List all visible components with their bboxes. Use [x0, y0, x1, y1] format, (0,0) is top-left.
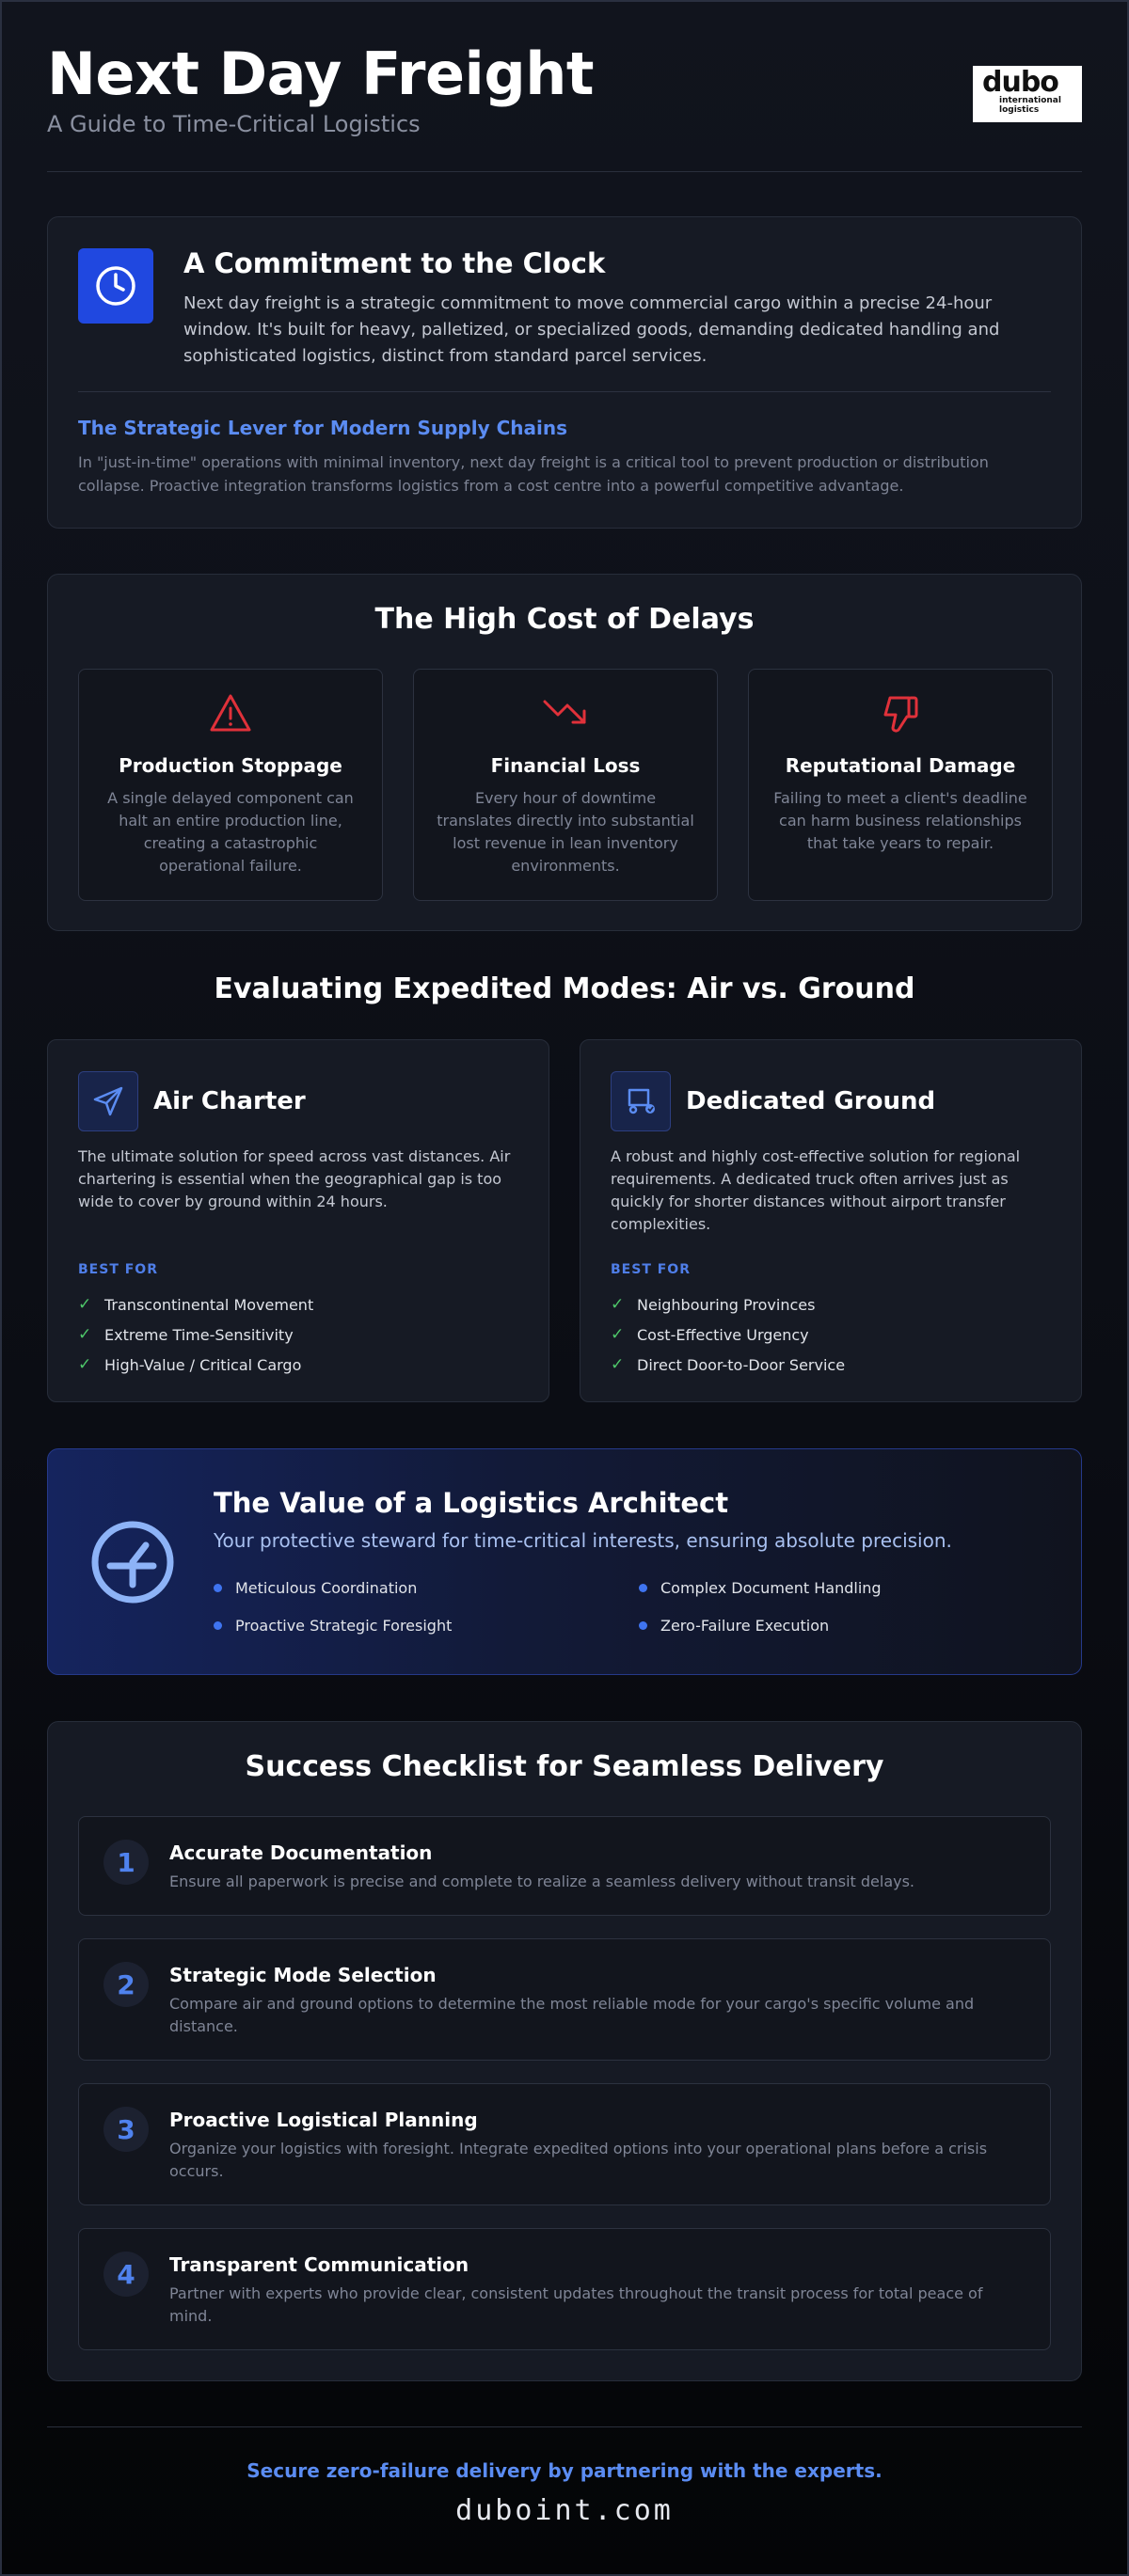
- delay-item: [748, 669, 1053, 901]
- mode-card-ground: [580, 1039, 1082, 1402]
- logo-line-1: international: [999, 96, 1061, 105]
- architect-subtitle: Your protective steward for time-critical interests, ensuring absolute precision.: [214, 1529, 952, 1552]
- delay-desc: Failing to meet a client's deadline can harm business relationships that take years to repair.: [773, 789, 1027, 852]
- check-icon: ✓: [78, 1295, 92, 1314]
- strategic-lever-heading: The Strategic Lever for Modern Supply Chains: [78, 417, 567, 439]
- check-icon: ✓: [611, 1295, 625, 1314]
- checklist-card: [47, 1721, 1082, 2381]
- list-item: [611, 1320, 845, 1350]
- list-item: [611, 1350, 845, 1380]
- dubo-logo[interactable]: [973, 66, 1082, 122]
- check-icon: ✓: [611, 1355, 625, 1374]
- strategic-lever-body: In "just-in-time" operations with minimal inventory, next day freight is a critical tool to prevent production or distribution collapse. Proactive integration transforms logistics from a cost centre into a powerful competitive advantage.: [78, 453, 989, 495]
- bullet-icon: [214, 1621, 222, 1630]
- step-number: 3: [103, 2107, 149, 2152]
- step-number: 4: [103, 2252, 149, 2297]
- delay-desc: Every hour of downtime translates directly into substantial lost revenue in lean inventory environments.: [437, 789, 694, 875]
- check-icon: ✓: [78, 1355, 92, 1374]
- check-icon: ✓: [78, 1325, 92, 1344]
- logo-mark: dubo: [982, 66, 1058, 99]
- list-item: [78, 1350, 313, 1380]
- step-desc: Partner with experts who provide clear, consistent updates throughout the transit process for total peace of mind.: [169, 2284, 983, 2325]
- mode-card-air: [47, 1039, 549, 1402]
- mode-desc: The ultimate solution for speed across vast distances. Air chartering is essential when the geographical gap is too wide to cover by ground within 24 hours.: [78, 1147, 511, 1210]
- footer-divider: [47, 2426, 1082, 2427]
- best-for-label: BEST FOR: [78, 1262, 158, 1277]
- mode-desc: A robust and highly cost-effective solution for regional requirements. A dedicated truck often arrives just as quickly for shorter distances without airport transfer complexities.: [611, 1147, 1021, 1233]
- checklist-title: Success Checklist for Seamless Delivery: [245, 1750, 884, 1783]
- bullet-icon: [639, 1584, 647, 1592]
- best-for-list: [611, 1289, 845, 1380]
- architect-banner: [47, 1448, 1082, 1675]
- commitment-card: [47, 216, 1082, 529]
- step-number: 1: [103, 1840, 149, 1885]
- trending-down-icon: [414, 692, 717, 737]
- delay-desc: A single delayed component can halt an entire production line, creating a catastrophic operational failure.: [107, 789, 354, 875]
- architect-title: The Value of a Logistics Architect: [214, 1487, 729, 1519]
- architect-point: [214, 1617, 452, 1635]
- checklist-step: [78, 2228, 1051, 2350]
- divider: [78, 391, 1051, 392]
- page-header: [47, 0, 1082, 172]
- thumbs-down-icon: [749, 692, 1052, 737]
- list-item: [78, 1289, 313, 1320]
- best-for-item: Cost-Effective Urgency: [637, 1325, 809, 1344]
- check-icon: ✓: [611, 1325, 625, 1344]
- point-label: Proactive Strategic Foresight: [235, 1617, 453, 1635]
- delays-title: The High Cost of Delays: [374, 603, 755, 636]
- logo-line-2: logistics: [999, 105, 1040, 115]
- architect-point: [639, 1579, 882, 1597]
- step-desc: Compare air and ground options to determine the most reliable mode for your cargo's specific volume and distance.: [169, 1995, 975, 2035]
- best-for-item: High-Value / Critical Cargo: [104, 1355, 302, 1374]
- step-number: 2: [103, 1962, 149, 2007]
- delays-card: [47, 574, 1082, 931]
- modes-title: Evaluating Expedited Modes: Air vs. Ground: [214, 972, 915, 1005]
- step-title: Accurate Documentation: [169, 1841, 433, 1864]
- list-item: [611, 1289, 845, 1320]
- bullet-icon: [214, 1584, 222, 1592]
- delay-item: [78, 669, 383, 901]
- best-for-label: BEST FOR: [611, 1262, 691, 1277]
- truck-icon: [611, 1071, 671, 1131]
- delay-title: Production Stoppage: [119, 754, 342, 777]
- checklist-step: [78, 1938, 1051, 2061]
- footer-url-link[interactable]: duboint.com: [455, 2494, 674, 2527]
- best-for-item: Extreme Time-Sensitivity: [104, 1325, 294, 1344]
- compass-icon: [87, 1517, 178, 1607]
- warning-triangle-icon: [79, 692, 382, 737]
- best-for-item: Direct Door-to-Door Service: [637, 1355, 846, 1374]
- point-label: Meticulous Coordination: [235, 1579, 418, 1597]
- footer-cta: Secure zero-failure delivery by partnering with the experts.: [246, 2459, 883, 2482]
- step-title: Proactive Logistical Planning: [169, 2109, 478, 2131]
- checklist-step: [78, 1816, 1051, 1916]
- best-for-list: [78, 1289, 313, 1380]
- bullet-icon: [639, 1621, 647, 1630]
- mode-title: Air Charter: [153, 1087, 306, 1115]
- mode-title: Dedicated Ground: [686, 1087, 936, 1115]
- point-label: Complex Document Handling: [660, 1579, 882, 1597]
- architect-point: [214, 1579, 417, 1597]
- delay-title: Reputational Damage: [785, 754, 1016, 777]
- step-desc: Organize your logistics with foresight. Integrate expedited options into your operational plans before a crisis occurs.: [169, 2140, 988, 2180]
- commitment-body: Next day freight is a strategic commitment to move commercial cargo within a precise 24-hour window. It's built for heavy, palletized, or specialized goods, demanding dedicated handling and sophisticated logistics, distinct from standard parcel services.: [183, 293, 1000, 366]
- architect-point: [639, 1617, 829, 1635]
- delay-item: [413, 669, 718, 901]
- page-title: Next Day Freight: [47, 40, 594, 108]
- list-item: [78, 1320, 313, 1350]
- infographic: [47, 0, 1082, 2527]
- paper-plane-icon: [78, 1071, 138, 1131]
- point-label: Zero-Failure Execution: [660, 1617, 830, 1635]
- checklist-step: [78, 2083, 1051, 2205]
- best-for-item: Transcontinental Movement: [104, 1295, 314, 1314]
- commitment-title: A Commitment to the Clock: [183, 247, 606, 279]
- best-for-item: Neighbouring Provinces: [637, 1295, 816, 1314]
- step-desc: Ensure all paperwork is precise and complete to realize a seamless delivery without transit delays.: [169, 1873, 915, 1890]
- step-title: Strategic Mode Selection: [169, 1964, 437, 1986]
- delay-title: Financial Loss: [490, 754, 641, 777]
- page-subtitle: A Guide to Time-Critical Logistics: [47, 111, 421, 137]
- clock-icon: [78, 248, 153, 324]
- step-title: Transparent Communication: [169, 2253, 469, 2276]
